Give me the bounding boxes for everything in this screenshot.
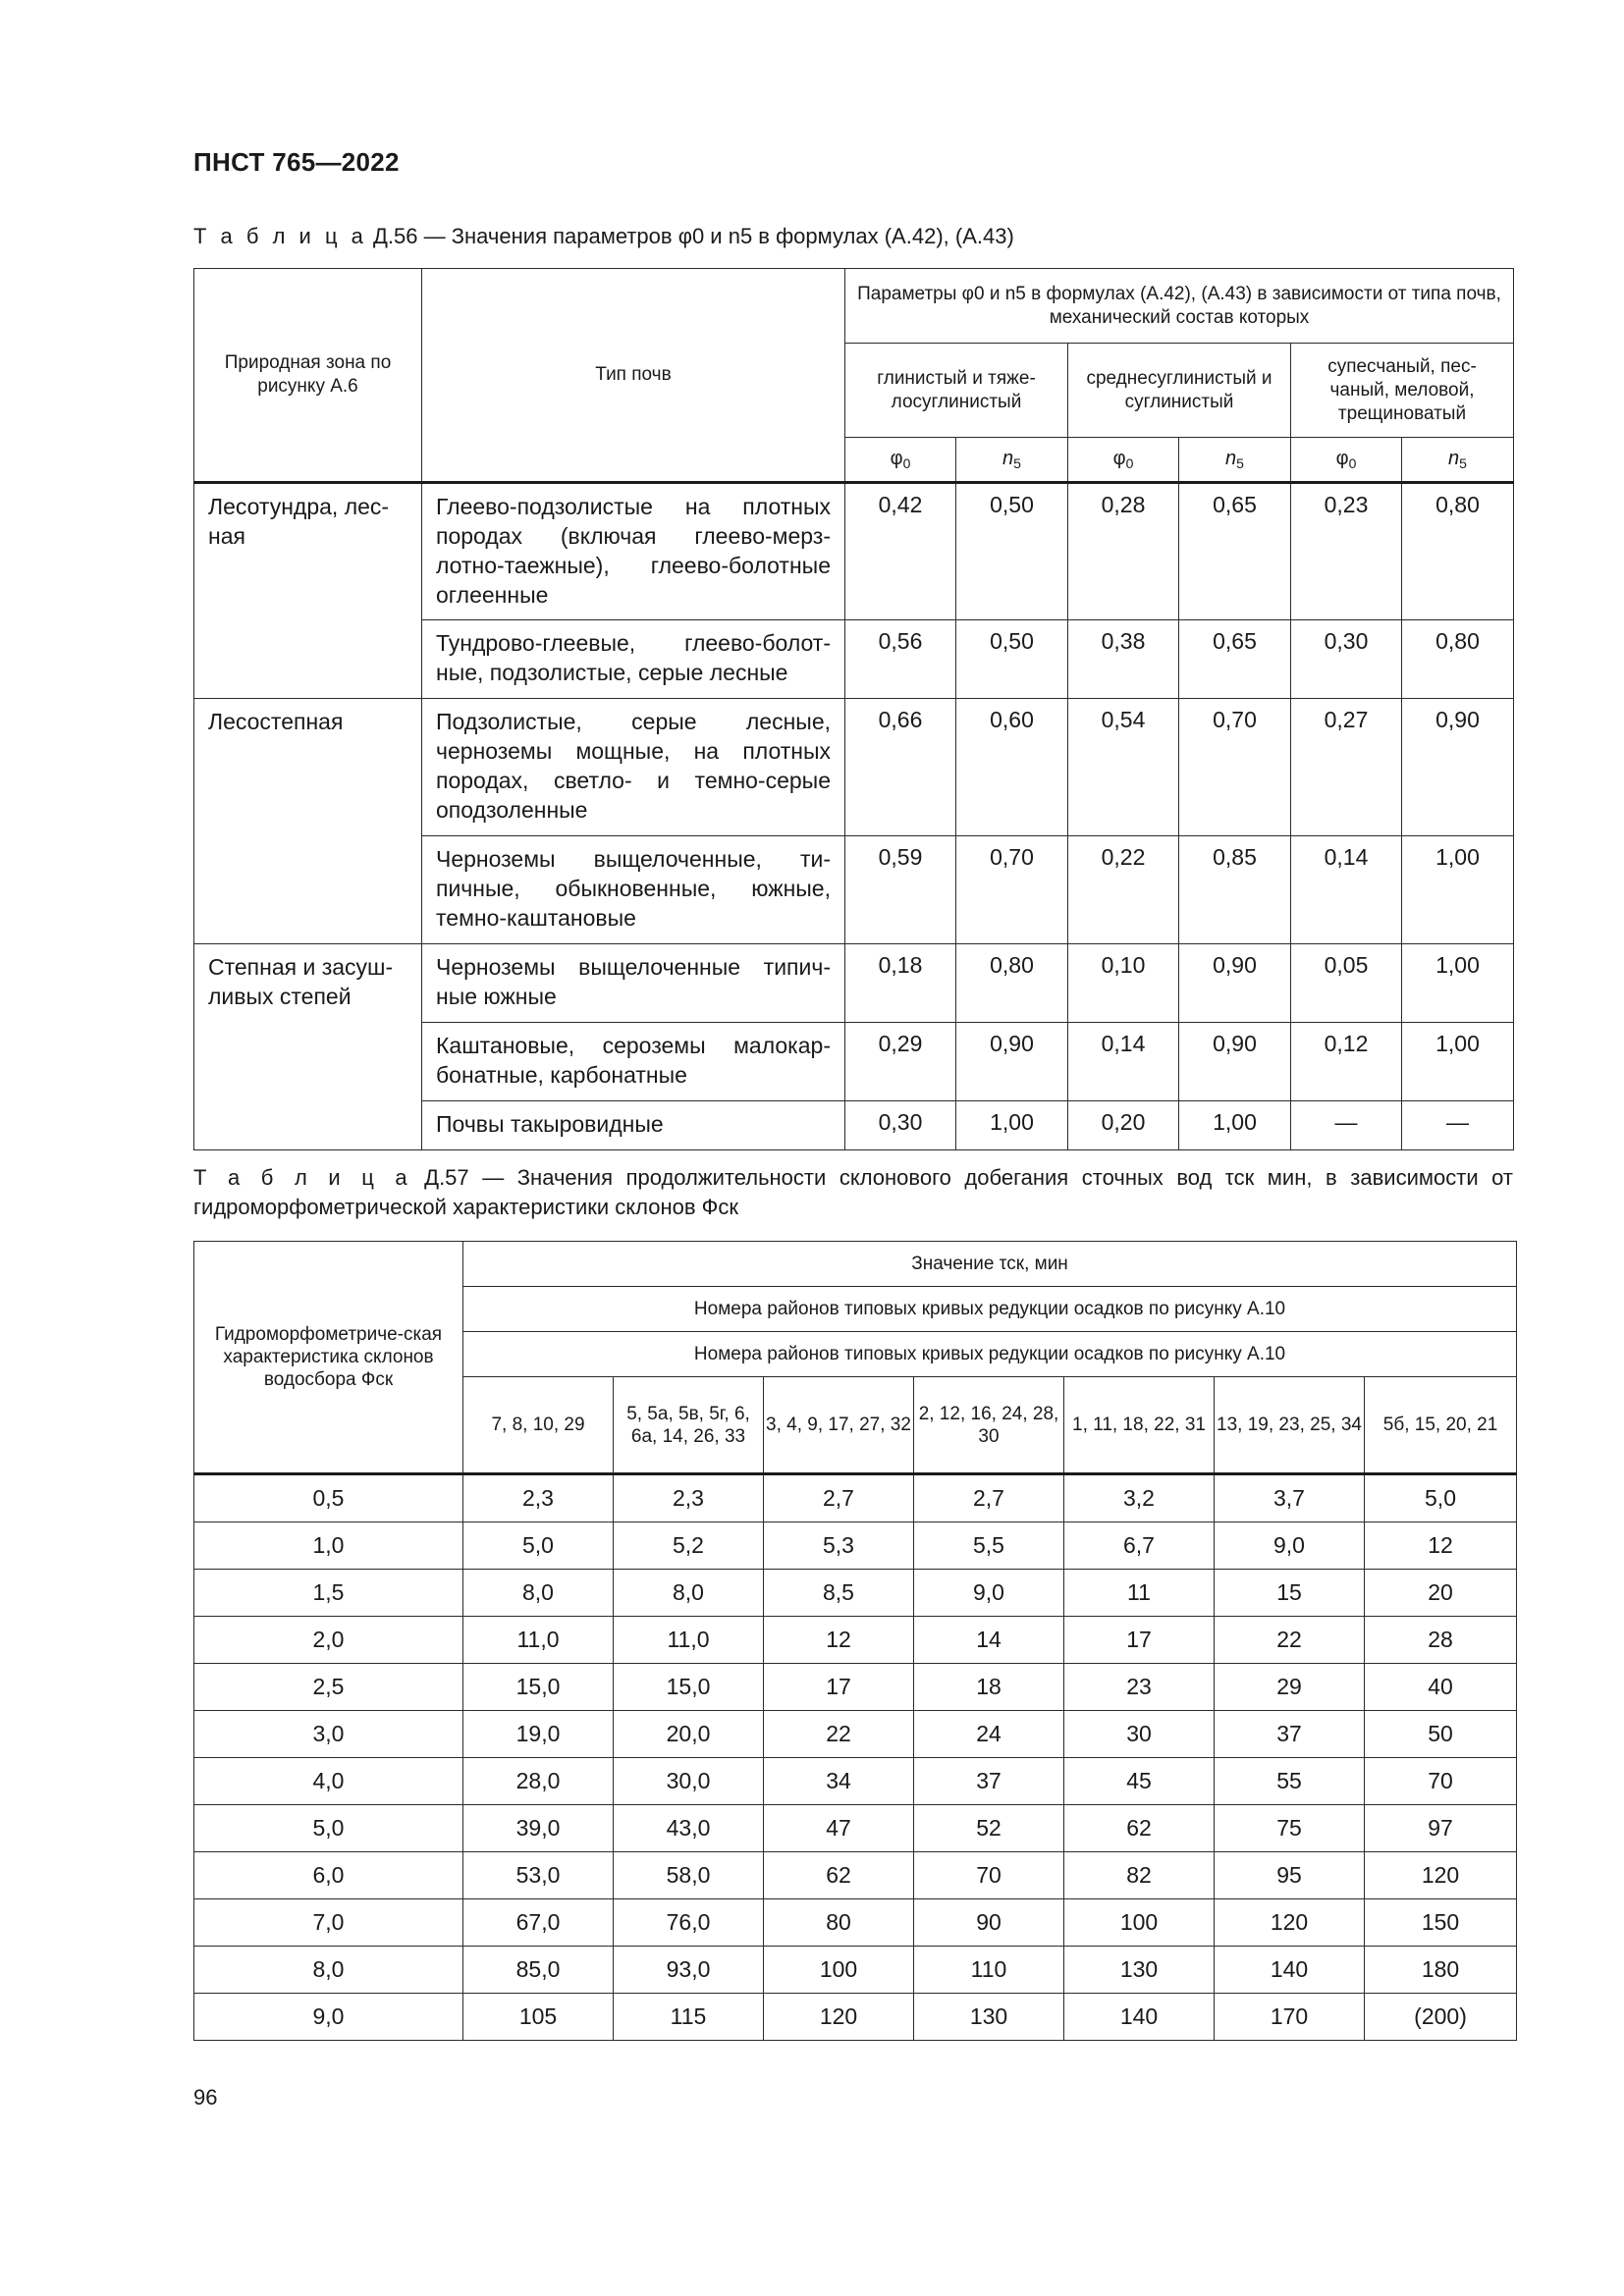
value-cell: 8,0: [463, 1570, 614, 1617]
table-row: [194, 1711, 1517, 1758]
value-cell: 28: [1365, 1617, 1517, 1664]
value-cell: 0,30: [1291, 620, 1402, 699]
value-cell: 52: [914, 1805, 1064, 1852]
value-cell: 0,23: [1291, 483, 1402, 620]
value-cell: 0,42: [845, 483, 956, 620]
value-cell: 50: [1365, 1711, 1517, 1758]
value-cell: 39,0: [463, 1805, 614, 1852]
value-cell: (200): [1365, 1994, 1517, 2041]
header-n5: $n_5$: [956, 438, 1068, 483]
value-cell: 9,0: [1215, 1522, 1365, 1570]
value-cell: 120: [764, 1994, 914, 2041]
soil-cell: Черноземы выщелоченные, ти-пичные, обыкновенные, южные, темно-каштановые: [422, 836, 845, 944]
value-cell: 20: [1365, 1570, 1517, 1617]
value-cell: 0,54: [1068, 699, 1179, 836]
value-cell: 1,00: [956, 1101, 1068, 1150]
soil-cell: Черноземы выщелоченные типич-ные южные: [422, 944, 845, 1023]
table-row: [194, 944, 1514, 1023]
value-cell: 23: [1064, 1664, 1215, 1711]
value-cell: 18: [914, 1664, 1064, 1711]
value-cell: 11: [1064, 1570, 1215, 1617]
value-cell: 29: [1215, 1664, 1365, 1711]
value-cell: 43,0: [614, 1805, 764, 1852]
value-cell: 0,60: [956, 699, 1068, 836]
value-cell: 2,3: [614, 1474, 764, 1522]
value-cell: 0,70: [1179, 699, 1291, 836]
value-cell: 17: [1064, 1617, 1215, 1664]
header-phi0: $\varphi_0$: [1068, 438, 1179, 483]
value-cell: 2,7: [914, 1474, 1064, 1522]
value-cell: 53,0: [463, 1852, 614, 1899]
value-cell: 105: [463, 1994, 614, 2041]
value-cell: 30: [1064, 1711, 1215, 1758]
soil-cell: Глеево-подзолистые на плотных породах (включая глеево-мерз-лотно-таежные), глеево-болотные оглеенные: [422, 483, 845, 620]
value-cell: 180: [1365, 1947, 1517, 1994]
characteristic-cell: 5,0: [194, 1805, 463, 1852]
value-cell: 0,30: [845, 1101, 956, 1150]
table-56: [193, 268, 1514, 1150]
value-cell: 70: [914, 1852, 1064, 1899]
header-group-sandy: супесчаный, пес-чаный, меловой, трещиноватый: [1291, 344, 1514, 438]
value-cell: 0,18: [845, 944, 956, 1023]
value-cell: 120: [1215, 1899, 1365, 1947]
table-row: [194, 1947, 1517, 1994]
value-cell: 28,0: [463, 1758, 614, 1805]
value-cell: 5,3: [764, 1522, 914, 1570]
characteristic-cell: 7,0: [194, 1899, 463, 1947]
soil-cell: Подзолистые, серые лесные, черноземы мощные, на плотных породах, светло- и темно-серые оподзоленные: [422, 699, 845, 836]
header-group-clay: глинистый и тяже-лосуглинистый: [845, 344, 1068, 438]
value-cell: 8,5: [764, 1570, 914, 1617]
table-row: [194, 1852, 1517, 1899]
value-cell: 15,0: [463, 1664, 614, 1711]
characteristic-cell: 2,5: [194, 1664, 463, 1711]
table-row: [194, 1522, 1517, 1570]
header-n5: $n_5$: [1402, 438, 1514, 483]
value-cell: 90: [914, 1899, 1064, 1947]
district-header: 7, 8, 10, 29: [463, 1377, 614, 1474]
header-n5: $n_5$: [1179, 438, 1291, 483]
value-cell: 20,0: [614, 1711, 764, 1758]
value-cell: 0,10: [1068, 944, 1179, 1023]
soil-cell: Почвы такыровидные: [422, 1101, 845, 1150]
value-cell: 62: [1064, 1805, 1215, 1852]
value-cell: 8,0: [614, 1570, 764, 1617]
caption-text: Д.57 — Значения продолжительности склонового добегания сточных вод τск мин, в зависимости от гидроморфометрической характеристики склонов Фск: [193, 1165, 1513, 1219]
soil-cell: Тундрово-глеевые, глеево-болот-ные, подзолистые, серые лесные: [422, 620, 845, 699]
value-cell: 0,20: [1068, 1101, 1179, 1150]
value-cell: 76,0: [614, 1899, 764, 1947]
caption-prefix: Т а б л и ц а: [193, 224, 367, 248]
value-cell: 47: [764, 1805, 914, 1852]
value-cell: 0,14: [1291, 836, 1402, 944]
value-cell: 0,66: [845, 699, 956, 836]
value-cell: 22: [764, 1711, 914, 1758]
value-cell: 0,50: [956, 620, 1068, 699]
value-cell: 0,90: [1179, 1023, 1291, 1101]
value-cell: 0,12: [1291, 1023, 1402, 1101]
header-soil-type: Тип почв: [422, 269, 845, 483]
table-row: [194, 1570, 1517, 1617]
value-cell: 82: [1064, 1852, 1215, 1899]
value-cell: 1,00: [1179, 1101, 1291, 1150]
header-phi0: $\varphi_0$: [1291, 438, 1402, 483]
characteristic-cell: 8,0: [194, 1947, 463, 1994]
value-cell: 110: [914, 1947, 1064, 1994]
district-header: 13, 19, 23, 25, 34: [1215, 1377, 1365, 1474]
table-row: [194, 1758, 1517, 1805]
characteristic-cell: 2,0: [194, 1617, 463, 1664]
header-phi0: $\varphi_0$: [845, 438, 956, 483]
characteristic-cell: 9,0: [194, 1994, 463, 2041]
value-cell: 5,0: [463, 1522, 614, 1570]
value-cell: 0,27: [1291, 699, 1402, 836]
value-cell: 97: [1365, 1805, 1517, 1852]
value-cell: 115: [614, 1994, 764, 2041]
value-cell: 0,22: [1068, 836, 1179, 944]
soil-cell: Каштановые, сероземы малокар-бонатные, карбонатные: [422, 1023, 845, 1101]
value-cell: 12: [764, 1617, 914, 1664]
zone-cell: Степная и засуш-ливых степей: [194, 944, 422, 1150]
table-row: [194, 1805, 1517, 1852]
table-row: [194, 1474, 1517, 1522]
header-group-loam: среднесуглинистый и суглинистый: [1068, 344, 1291, 438]
caption-prefix: Т а б л и ц а: [193, 1165, 411, 1190]
characteristic-cell: 1,0: [194, 1522, 463, 1570]
characteristic-cell: 3,0: [194, 1711, 463, 1758]
value-cell: 100: [764, 1947, 914, 1994]
value-cell: 62: [764, 1852, 914, 1899]
value-cell: 0,56: [845, 620, 956, 699]
value-cell: 11,0: [463, 1617, 614, 1664]
value-cell: 0,28: [1068, 483, 1179, 620]
characteristic-cell: 4,0: [194, 1758, 463, 1805]
table-row: [194, 699, 1514, 836]
value-cell: 3,7: [1215, 1474, 1365, 1522]
value-cell: 75: [1215, 1805, 1365, 1852]
value-cell: 0,05: [1291, 944, 1402, 1023]
header-value: Значение τск, мин: [463, 1242, 1517, 1287]
zone-cell: Лесостепная: [194, 699, 422, 944]
value-cell: 11,0: [614, 1617, 764, 1664]
value-cell: 0,29: [845, 1023, 956, 1101]
value-cell: —: [1402, 1101, 1514, 1150]
table-row: [194, 1664, 1517, 1711]
value-cell: 140: [1215, 1947, 1365, 1994]
characteristic-cell: 0,5: [194, 1474, 463, 1522]
table-row: [194, 1899, 1517, 1947]
value-cell: —: [1291, 1101, 1402, 1150]
value-cell: 34: [764, 1758, 914, 1805]
value-cell: 24: [914, 1711, 1064, 1758]
value-cell: 0,50: [956, 483, 1068, 620]
district-header: 5, 5а, 5в, 5г, 6, 6а, 14, 26, 33: [614, 1377, 764, 1474]
value-cell: 100: [1064, 1899, 1215, 1947]
value-cell: 58,0: [614, 1852, 764, 1899]
value-cell: 130: [1064, 1947, 1215, 1994]
value-cell: 93,0: [614, 1947, 764, 1994]
value-cell: 0,80: [1402, 483, 1514, 620]
value-cell: 3,2: [1064, 1474, 1215, 1522]
value-cell: 0,90: [1179, 944, 1291, 1023]
header-characteristic: Гидроморфометриче-ская характеристика склонов водосбора Фск: [194, 1242, 463, 1474]
value-cell: 150: [1365, 1899, 1517, 1947]
value-cell: 45: [1064, 1758, 1215, 1805]
value-cell: 1,00: [1402, 836, 1514, 944]
header-params: Параметры φ0 и n5 в формулах (А.42), (А.43) в зависимости от типа почв, механический состав которых: [845, 269, 1514, 344]
header-districts-1: Номера районов типовых кривых редукции осадков по рисунку А.10: [463, 1287, 1517, 1332]
value-cell: 95: [1215, 1852, 1365, 1899]
district-header: 1, 11, 18, 22, 31: [1064, 1377, 1215, 1474]
table-57-caption: [193, 1163, 1513, 1222]
district-header: 5б, 15, 20, 21: [1365, 1377, 1517, 1474]
value-cell: 0,90: [956, 1023, 1068, 1101]
value-cell: 85,0: [463, 1947, 614, 1994]
value-cell: 30,0: [614, 1758, 764, 1805]
value-cell: 0,70: [956, 836, 1068, 944]
district-header: 3, 4, 9, 17, 27, 32: [764, 1377, 914, 1474]
value-cell: 22: [1215, 1617, 1365, 1664]
value-cell: 0,65: [1179, 483, 1291, 620]
table-row: [194, 1994, 1517, 2041]
value-cell: 170: [1215, 1994, 1365, 2041]
value-cell: 55: [1215, 1758, 1365, 1805]
value-cell: 1,00: [1402, 944, 1514, 1023]
value-cell: 80: [764, 1899, 914, 1947]
value-cell: 19,0: [463, 1711, 614, 1758]
value-cell: 40: [1365, 1664, 1517, 1711]
value-cell: 0,65: [1179, 620, 1291, 699]
value-cell: 0,14: [1068, 1023, 1179, 1101]
value-cell: 5,2: [614, 1522, 764, 1570]
value-cell: 37: [914, 1758, 1064, 1805]
value-cell: 0,80: [956, 944, 1068, 1023]
value-cell: 2,3: [463, 1474, 614, 1522]
value-cell: 0,85: [1179, 836, 1291, 944]
value-cell: 17: [764, 1664, 914, 1711]
value-cell: 1,00: [1402, 1023, 1514, 1101]
value-cell: 14: [914, 1617, 1064, 1664]
value-cell: 6,7: [1064, 1522, 1215, 1570]
table-56-caption: [193, 222, 1014, 251]
value-cell: 0,90: [1402, 699, 1514, 836]
value-cell: 67,0: [463, 1899, 614, 1947]
value-cell: 9,0: [914, 1570, 1064, 1617]
value-cell: 120: [1365, 1852, 1517, 1899]
value-cell: 0,38: [1068, 620, 1179, 699]
district-header: 2, 12, 16, 24, 28, 30: [914, 1377, 1064, 1474]
table-57: [193, 1241, 1517, 2041]
value-cell: 5,0: [1365, 1474, 1517, 1522]
characteristic-cell: 1,5: [194, 1570, 463, 1617]
value-cell: 37: [1215, 1711, 1365, 1758]
value-cell: 2,7: [764, 1474, 914, 1522]
value-cell: 140: [1064, 1994, 1215, 2041]
header-zone: Природная зона по рисунку А.6: [194, 269, 422, 483]
page-number: 96: [193, 2085, 218, 2109]
caption-text: Д.56 — Значения параметров φ0 и n5 в формулах (А.42), (А.43): [366, 224, 1014, 248]
value-cell: 70: [1365, 1758, 1517, 1805]
value-cell: 5,5: [914, 1522, 1064, 1570]
value-cell: 0,80: [1402, 620, 1514, 699]
document-code: ПНСТ 765—2022: [193, 147, 400, 177]
table-row: [194, 1617, 1517, 1664]
characteristic-cell: 6,0: [194, 1852, 463, 1899]
value-cell: 0,59: [845, 836, 956, 944]
value-cell: 15,0: [614, 1664, 764, 1711]
value-cell: 12: [1365, 1522, 1517, 1570]
table-row: [194, 483, 1514, 620]
zone-cell: Лесотундра, лес-ная: [194, 483, 422, 699]
value-cell: 130: [914, 1994, 1064, 2041]
value-cell: 15: [1215, 1570, 1365, 1617]
header-districts-2: Номера районов типовых кривых редукции осадков по рисунку А.10: [463, 1332, 1517, 1377]
